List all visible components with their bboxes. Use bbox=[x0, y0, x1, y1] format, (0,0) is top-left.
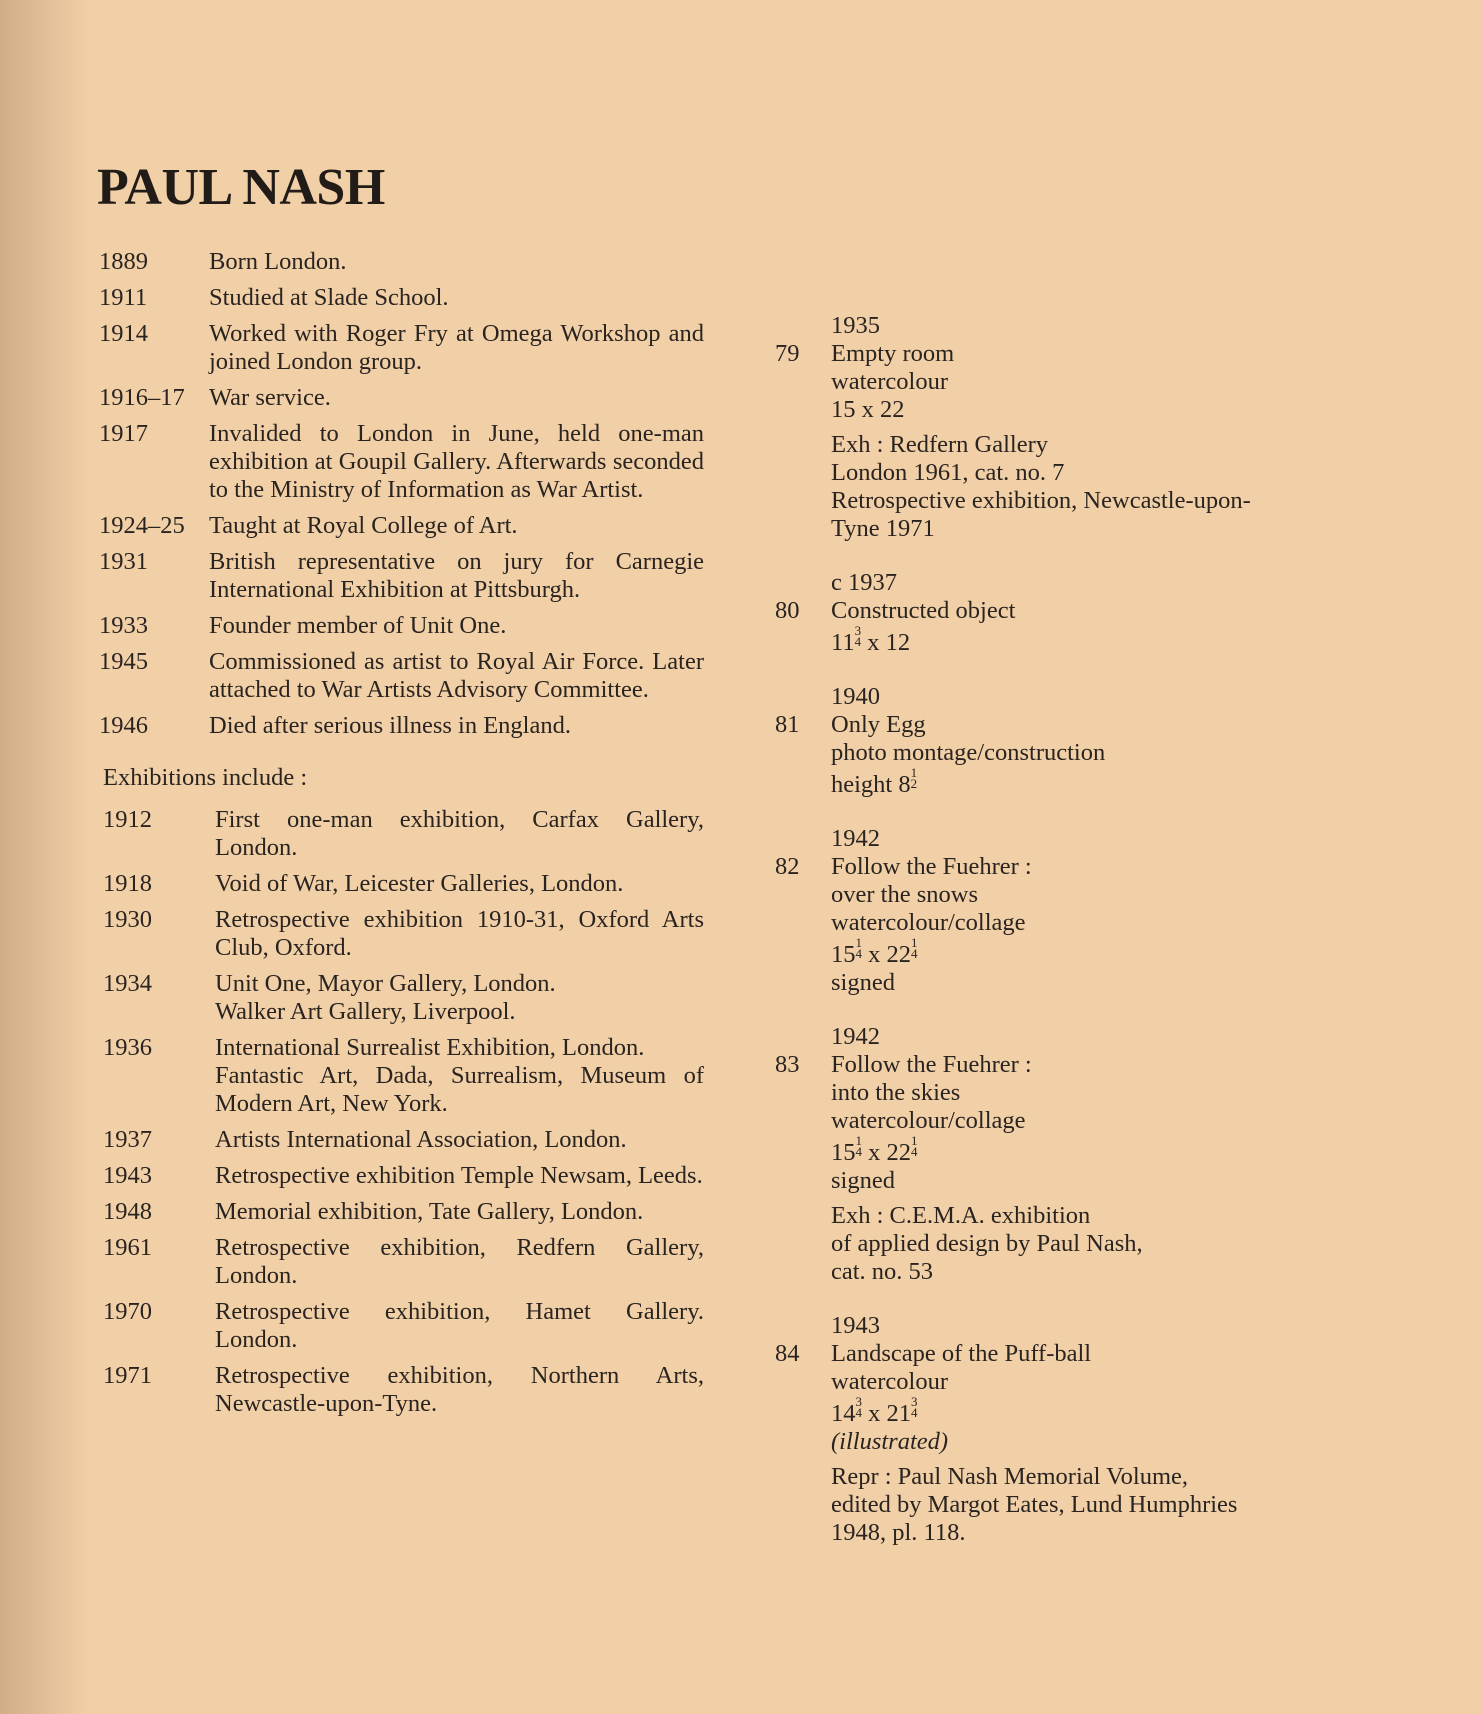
exhibition-line: First one-man exhibition, Carfax Gallery, London. bbox=[215, 806, 704, 861]
exhibition-year: 1936 bbox=[103, 1034, 152, 1061]
biography-text: British representative on jury for Carnegie International Exhibition at Pittsburgh. bbox=[209, 548, 704, 603]
fraction-numerator: 3 bbox=[854, 623, 862, 638]
exhibition-text bbox=[215, 1298, 704, 1354]
biography-year: 1931 bbox=[99, 548, 148, 575]
biography-row bbox=[99, 384, 704, 412]
biography-text: War service. bbox=[209, 384, 331, 411]
exhibition-year: 1961 bbox=[103, 1234, 152, 1261]
exhibition-row bbox=[103, 1234, 704, 1290]
exhibition-line: Void of War, Leicester Galleries, London. bbox=[215, 870, 624, 897]
fraction bbox=[911, 1396, 918, 1418]
exhibition-text bbox=[215, 906, 704, 962]
exhibition-row bbox=[103, 806, 704, 862]
catalogue-detail: watercolour bbox=[831, 368, 948, 395]
fraction-denominator: 4 bbox=[855, 1405, 862, 1420]
biography-text: Invalided to London in June, held one-man exhibition at Goupil Gallery. Afterwards seconded to the Ministry of Information as War Artist. bbox=[209, 420, 704, 503]
exhibition-line: Walker Art Gallery, Liverpool. bbox=[215, 998, 516, 1025]
catalogue-note-line: 1948, pl. 118. bbox=[831, 1519, 966, 1546]
catalogue-number: 82 bbox=[775, 853, 800, 880]
catalogue-date: 1943 bbox=[831, 1312, 880, 1339]
biography-row bbox=[99, 548, 704, 604]
catalogue-detail: watercolour/collage bbox=[831, 1107, 1026, 1134]
biography-text: Born London. bbox=[209, 248, 347, 275]
catalogue-note-line: of applied design by Paul Nash, bbox=[831, 1230, 1143, 1257]
catalogue-number: 84 bbox=[775, 1340, 800, 1367]
fraction-denominator: 4 bbox=[854, 634, 862, 649]
exhibition-line: Retrospective exhibition 1910-31, Oxford Arts Club, Oxford. bbox=[215, 906, 704, 961]
exhibition-row bbox=[103, 1034, 704, 1118]
page-title: PAUL NASH bbox=[97, 159, 385, 216]
catalogue-signed: signed bbox=[831, 1167, 895, 1194]
biography-text: Founder member of Unit One. bbox=[209, 612, 507, 639]
exhibition-text bbox=[215, 870, 704, 898]
catalogue-note-line: cat. no. 53 bbox=[831, 1258, 934, 1285]
biography-row bbox=[99, 320, 704, 376]
exhibition-year: 1918 bbox=[103, 870, 152, 897]
biography-list bbox=[99, 248, 704, 740]
catalogue-note-line: Retrospective exhibition, Newcastle-upon- bbox=[831, 487, 1251, 514]
biography-row bbox=[99, 512, 704, 540]
exhibition-text bbox=[215, 806, 704, 862]
biography-year: 1946 bbox=[99, 712, 148, 739]
catalogue-number: 79 bbox=[775, 340, 800, 367]
fraction bbox=[856, 937, 863, 959]
catalogue-note-line: Exh : C.E.M.A. exhibition bbox=[831, 1202, 1091, 1229]
exhibition-line: Retrospective exhibition, Redfern Gallery, London. bbox=[215, 1234, 704, 1289]
catalogue-title: Only Egg bbox=[831, 711, 926, 738]
catalogue-column bbox=[775, 312, 1375, 1573]
exhibition-text bbox=[215, 970, 704, 1026]
exhibition-text bbox=[215, 1362, 704, 1418]
catalogue-detail: watercolour/collage bbox=[831, 909, 1026, 936]
fraction bbox=[856, 1396, 863, 1418]
biography-column bbox=[99, 248, 704, 1426]
exhibition-line: International Surrealist Exhibition, London. bbox=[215, 1034, 645, 1061]
catalogue-detail: over the snows bbox=[831, 881, 978, 908]
catalogue-notes bbox=[831, 1463, 1375, 1547]
exhibition-text bbox=[215, 1162, 704, 1190]
fraction-numerator: 1 bbox=[855, 935, 862, 950]
catalogue-date: 1942 bbox=[831, 825, 880, 852]
catalogue-entry bbox=[775, 1312, 1375, 1547]
biography-row bbox=[99, 648, 704, 704]
biography-text: Died after serious illness in England. bbox=[209, 712, 571, 739]
biography-row bbox=[99, 420, 704, 504]
catalogue-dimensions: 11 3 4 x 12 bbox=[831, 623, 911, 656]
fraction bbox=[911, 1135, 918, 1157]
exhibition-line: Fantastic Art, Dada, Surrealism, Museum of Modern Art, New York. bbox=[215, 1062, 704, 1117]
catalogue-number: 83 bbox=[775, 1051, 800, 1078]
fraction-numerator: 3 bbox=[911, 1394, 918, 1409]
catalogue-signed: signed bbox=[831, 969, 895, 996]
exhibition-line: Retrospective exhibition, Northern Arts, Newcastle-upon-Tyne. bbox=[215, 1362, 704, 1417]
biography-row bbox=[99, 248, 704, 276]
biography-text: Commissioned as artist to Royal Air Force. Later attached to War Artists Advisory Committee. bbox=[209, 648, 704, 703]
fraction bbox=[911, 767, 918, 789]
catalogue-title: Empty room bbox=[831, 340, 955, 367]
biography-text: Taught at Royal College of Art. bbox=[209, 512, 518, 539]
catalogue-dimensions: 15 1 4 x 22 1 4 bbox=[831, 935, 918, 968]
fraction-denominator: 2 bbox=[910, 776, 918, 791]
fraction-denominator: 4 bbox=[911, 1144, 918, 1159]
exhibition-line: Retrospective exhibition Temple Newsam, Leeds. bbox=[215, 1162, 703, 1189]
exhibition-line: Retrospective exhibition, Hamet Gallery. London. bbox=[215, 1298, 704, 1353]
exhibition-year: 1934 bbox=[103, 970, 152, 997]
catalogue-dimensions: 14 3 4 x 21 3 4 bbox=[831, 1394, 918, 1427]
catalogue-note-line: Exh : Redfern Gallery bbox=[831, 431, 1049, 458]
exhibition-row bbox=[103, 1362, 704, 1418]
catalogue-note-line: London 1961, cat. no. 7 bbox=[831, 459, 1065, 486]
catalogue-detail: watercolour bbox=[831, 1368, 948, 1395]
biography-row bbox=[99, 712, 704, 740]
catalogue-entry bbox=[775, 825, 1375, 997]
catalogue-date: c 1937 bbox=[831, 569, 897, 596]
fraction-denominator: 4 bbox=[855, 1144, 862, 1159]
catalogue-entry bbox=[775, 569, 1375, 657]
biography-year: 1916–17 bbox=[99, 384, 185, 411]
exhibition-year: 1937 bbox=[103, 1126, 152, 1153]
exhibition-line: Unit One, Mayor Gallery, London. bbox=[215, 970, 556, 997]
catalogue-number: 80 bbox=[775, 597, 800, 624]
exhibition-text bbox=[215, 1234, 704, 1290]
exhibition-year: 1943 bbox=[103, 1162, 152, 1189]
catalogue-dimensions: height 8 1 2 bbox=[831, 765, 918, 798]
exhibition-year: 1948 bbox=[103, 1198, 152, 1225]
fraction-numerator: 1 bbox=[855, 1133, 862, 1148]
catalogue-title: Constructed object bbox=[831, 597, 1016, 624]
exhibition-text bbox=[215, 1126, 704, 1154]
page-gutter-shadow bbox=[0, 0, 90, 1714]
biography-year: 1914 bbox=[99, 320, 148, 347]
exhibition-row bbox=[103, 1198, 704, 1226]
fraction-numerator: 1 bbox=[911, 1133, 918, 1148]
catalogue-notes bbox=[831, 1202, 1375, 1286]
fraction-denominator: 4 bbox=[855, 946, 862, 961]
exhibition-row bbox=[103, 906, 704, 962]
exhibition-text bbox=[215, 1198, 704, 1226]
biography-text: Studied at Slade School. bbox=[209, 284, 449, 311]
biography-text: Worked with Roger Fry at Omega Workshop and joined London group. bbox=[209, 320, 704, 375]
exhibition-row bbox=[103, 970, 704, 1026]
exhibition-row bbox=[103, 1162, 704, 1190]
biography-year: 1889 bbox=[99, 248, 148, 275]
catalogue-entry bbox=[775, 683, 1375, 799]
exhibition-row bbox=[103, 1126, 704, 1154]
catalogue-note-line: edited by Margot Eates, Lund Humphries bbox=[831, 1491, 1238, 1518]
exhibition-year: 1930 bbox=[103, 906, 152, 933]
exhibition-line: Artists International Association, London. bbox=[215, 1126, 627, 1153]
catalogue-date: 1942 bbox=[831, 1023, 880, 1050]
exhibition-row bbox=[103, 1298, 704, 1354]
exhibition-year: 1912 bbox=[103, 806, 152, 833]
exhibitions-list bbox=[103, 806, 704, 1418]
fraction-numerator: 3 bbox=[855, 1394, 862, 1409]
exhibition-line: Memorial exhibition, Tate Gallery, London. bbox=[215, 1198, 644, 1225]
biography-year: 1924–25 bbox=[99, 512, 185, 539]
exhibition-year: 1971 bbox=[103, 1362, 152, 1389]
biography-row bbox=[99, 612, 704, 640]
fraction bbox=[855, 625, 862, 647]
catalogue-date: 1935 bbox=[831, 312, 880, 339]
catalogue-number: 81 bbox=[775, 711, 800, 738]
exhibition-text bbox=[215, 1034, 704, 1118]
catalogue-entry bbox=[775, 312, 1375, 543]
catalogue-title: Follow the Fuehrer : bbox=[831, 853, 1032, 880]
catalogue-dimensions: 15 x 22 bbox=[831, 396, 905, 423]
fraction bbox=[911, 937, 918, 959]
fraction-denominator: 4 bbox=[911, 1405, 918, 1420]
fraction-numerator: 1 bbox=[910, 765, 918, 780]
exhibitions-heading: Exhibitions include : bbox=[103, 764, 308, 791]
catalogue-title: Landscape of the Puff-ball bbox=[831, 1340, 1092, 1367]
catalogue-detail: into the skies bbox=[831, 1079, 961, 1106]
fraction bbox=[856, 1135, 863, 1157]
biography-year: 1917 bbox=[99, 420, 148, 447]
catalogue-dimensions: 15 1 4 x 22 1 4 bbox=[831, 1133, 918, 1166]
catalogue-title: Follow the Fuehrer : bbox=[831, 1051, 1032, 1078]
catalogue-note-line: Repr : Paul Nash Memorial Volume, bbox=[831, 1463, 1189, 1490]
catalogue-date: 1940 bbox=[831, 683, 880, 710]
catalogue-detail: photo montage/construction bbox=[831, 739, 1106, 766]
catalogue-notes bbox=[831, 431, 1375, 543]
biography-row bbox=[99, 284, 704, 312]
biography-year: 1945 bbox=[99, 648, 148, 675]
exhibition-year: 1970 bbox=[103, 1298, 152, 1325]
biography-year: 1933 bbox=[99, 612, 148, 639]
catalogue-note-line: Tyne 1971 bbox=[831, 515, 935, 542]
biography-year: 1911 bbox=[99, 284, 148, 311]
catalogue-entry bbox=[775, 1023, 1375, 1286]
fraction-denominator: 4 bbox=[911, 946, 918, 961]
exhibition-row bbox=[103, 870, 704, 898]
fraction-numerator: 1 bbox=[911, 935, 918, 950]
catalogue-illustrated-note: (illustrated) bbox=[831, 1428, 949, 1455]
